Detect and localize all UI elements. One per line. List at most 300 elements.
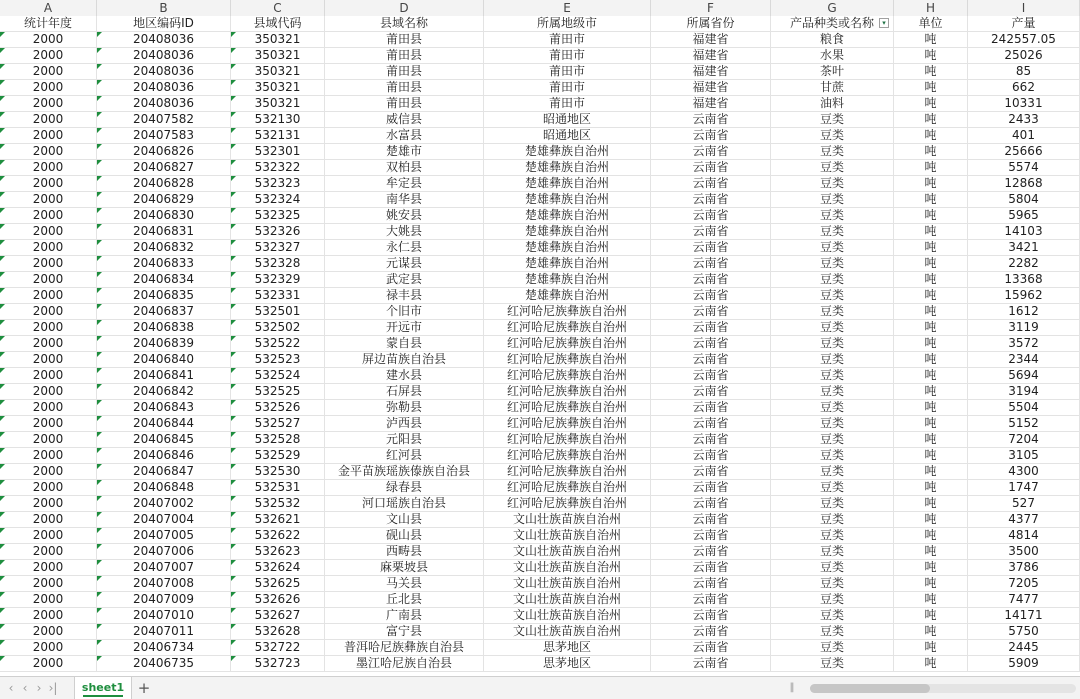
table-cell[interactable]: 2433 xyxy=(968,112,1080,127)
table-cell[interactable]: 吨 xyxy=(894,576,968,591)
table-cell[interactable]: 5804 xyxy=(968,192,1080,207)
table-cell[interactable]: 文山壮族苗族自治州 xyxy=(484,560,651,575)
table-cell[interactable]: 吨 xyxy=(894,128,968,143)
table-cell[interactable]: 2000 xyxy=(0,416,97,431)
table-cell[interactable]: 5694 xyxy=(968,368,1080,383)
table-cell[interactable]: 2000 xyxy=(0,208,97,223)
table-cell[interactable]: 蒙自县 xyxy=(325,336,484,351)
table-cell[interactable]: 532301 xyxy=(231,144,325,159)
table-cell[interactable]: 云南省 xyxy=(651,576,771,591)
table-cell[interactable]: 吨 xyxy=(894,80,968,95)
table-cell[interactable]: 20406829 xyxy=(97,192,231,207)
table-cell[interactable]: 屏边苗族自治县 xyxy=(325,352,484,367)
table-cell[interactable]: 2000 xyxy=(0,112,97,127)
table-cell[interactable]: 云南省 xyxy=(651,192,771,207)
table-cell[interactable]: 豆类 xyxy=(771,640,894,655)
table-cell[interactable]: 豆类 xyxy=(771,416,894,431)
table-cell[interactable]: 元阳县 xyxy=(325,432,484,447)
table-cell[interactable]: 豆类 xyxy=(771,320,894,335)
table-cell[interactable]: 662 xyxy=(968,80,1080,95)
table-cell[interactable]: 红河哈尼族彝族自治州 xyxy=(484,496,651,511)
table-cell[interactable]: 豆类 xyxy=(771,528,894,543)
table-cell[interactable]: 豆类 xyxy=(771,288,894,303)
table-cell[interactable]: 豆类 xyxy=(771,480,894,495)
table-cell[interactable]: 元谋县 xyxy=(325,256,484,271)
table-cell[interactable]: 吨 xyxy=(894,448,968,463)
table-cell[interactable]: 吨 xyxy=(894,112,968,127)
table-cell[interactable]: 西畴县 xyxy=(325,544,484,559)
table-cell[interactable]: 5909 xyxy=(968,656,1080,671)
table-cell[interactable]: 吨 xyxy=(894,464,968,479)
table-cell[interactable]: 2000 xyxy=(0,480,97,495)
table-cell[interactable]: 福建省 xyxy=(651,32,771,47)
table-cell[interactable]: 广南县 xyxy=(325,608,484,623)
table-cell[interactable]: 532130 xyxy=(231,112,325,127)
table-cell[interactable]: 20407007 xyxy=(97,560,231,575)
table-cell[interactable]: 砚山县 xyxy=(325,528,484,543)
table-cell[interactable]: 20407006 xyxy=(97,544,231,559)
table-cell[interactable]: 532723 xyxy=(231,656,325,671)
table-cell[interactable]: 文山壮族苗族自治州 xyxy=(484,624,651,639)
table-cell[interactable]: 吨 xyxy=(894,432,968,447)
nav-next-icon[interactable]: › xyxy=(36,681,42,695)
table-cell[interactable]: 20408036 xyxy=(97,32,231,47)
table-cell[interactable]: 4377 xyxy=(968,512,1080,527)
table-cell[interactable]: 2000 xyxy=(0,48,97,63)
table-cell[interactable]: 莆田市 xyxy=(484,32,651,47)
table-cell[interactable]: 粮食 xyxy=(771,32,894,47)
column-header-e[interactable]: E xyxy=(484,0,651,16)
table-cell[interactable]: 吨 xyxy=(894,656,968,671)
table-cell[interactable]: 云南省 xyxy=(651,560,771,575)
table-cell[interactable]: 豆类 xyxy=(771,592,894,607)
table-cell[interactable]: 吨 xyxy=(894,160,968,175)
header-cell[interactable]: 产品种类或名称 ▾ xyxy=(771,16,894,31)
table-cell[interactable]: 文山壮族苗族自治州 xyxy=(484,576,651,591)
table-cell[interactable]: 云南省 xyxy=(651,464,771,479)
table-cell[interactable]: 14103 xyxy=(968,224,1080,239)
table-cell[interactable]: 1747 xyxy=(968,480,1080,495)
table-cell[interactable]: 豆类 xyxy=(771,272,894,287)
table-cell[interactable]: 麻栗坡县 xyxy=(325,560,484,575)
table-cell[interactable]: 2000 xyxy=(0,400,97,415)
table-cell[interactable]: 建水县 xyxy=(325,368,484,383)
table-cell[interactable]: 532525 xyxy=(231,384,325,399)
table-cell[interactable]: 20407004 xyxy=(97,512,231,527)
table-cell[interactable]: 豆类 xyxy=(771,160,894,175)
table-cell[interactable]: 吨 xyxy=(894,272,968,287)
table-cell[interactable]: 20406842 xyxy=(97,384,231,399)
table-cell[interactable]: 石屏县 xyxy=(325,384,484,399)
table-cell[interactable]: 5750 xyxy=(968,624,1080,639)
table-cell[interactable]: 532502 xyxy=(231,320,325,335)
table-cell[interactable]: 云南省 xyxy=(651,208,771,223)
table-cell[interactable]: 7477 xyxy=(968,592,1080,607)
table-cell[interactable]: 云南省 xyxy=(651,128,771,143)
table-cell[interactable]: 红河哈尼族彝族自治州 xyxy=(484,432,651,447)
table-cell[interactable]: 文山壮族苗族自治州 xyxy=(484,608,651,623)
table-cell[interactable]: 2000 xyxy=(0,656,97,671)
table-cell[interactable]: 河口瑶族自治县 xyxy=(325,496,484,511)
table-cell[interactable]: 云南省 xyxy=(651,240,771,255)
table-cell[interactable]: 532531 xyxy=(231,480,325,495)
table-cell[interactable]: 莆田县 xyxy=(325,48,484,63)
table-cell[interactable]: 云南省 xyxy=(651,448,771,463)
table-cell[interactable]: 吨 xyxy=(894,480,968,495)
table-cell[interactable]: 马关县 xyxy=(325,576,484,591)
horizontal-scrollbar[interactable] xyxy=(810,684,1076,693)
table-cell[interactable]: 吨 xyxy=(894,192,968,207)
table-cell[interactable]: 20407002 xyxy=(97,496,231,511)
table-cell[interactable]: 云南省 xyxy=(651,272,771,287)
table-cell[interactable]: 豆类 xyxy=(771,240,894,255)
table-cell[interactable]: 豆类 xyxy=(771,112,894,127)
table-cell[interactable]: 2000 xyxy=(0,80,97,95)
table-cell[interactable]: 豆类 xyxy=(771,128,894,143)
table-cell[interactable]: 豆类 xyxy=(771,496,894,511)
table-cell[interactable]: 楚雄彝族自治州 xyxy=(484,144,651,159)
table-cell[interactable]: 豆类 xyxy=(771,176,894,191)
table-cell[interactable]: 20406845 xyxy=(97,432,231,447)
table-cell[interactable]: 豆类 xyxy=(771,656,894,671)
table-cell[interactable]: 文山县 xyxy=(325,512,484,527)
table-cell[interactable]: 2000 xyxy=(0,384,97,399)
horizontal-scrollbar-thumb[interactable] xyxy=(810,684,930,693)
table-cell[interactable]: 云南省 xyxy=(651,112,771,127)
table-cell[interactable]: 云南省 xyxy=(651,432,771,447)
header-cell[interactable]: 县域名称 xyxy=(325,16,484,31)
table-cell[interactable]: 20406841 xyxy=(97,368,231,383)
table-cell[interactable]: 楚雄彝族自治州 xyxy=(484,176,651,191)
table-cell[interactable]: 2000 xyxy=(0,272,97,287)
table-cell[interactable]: 吨 xyxy=(894,368,968,383)
header-cell[interactable]: 产量 xyxy=(968,16,1080,31)
table-cell[interactable]: 20406830 xyxy=(97,208,231,223)
table-cell[interactable]: 云南省 xyxy=(651,416,771,431)
nav-prev-icon[interactable]: ‹ xyxy=(22,681,28,695)
table-cell[interactable]: 楚雄市 xyxy=(325,144,484,159)
table-cell[interactable]: 532621 xyxy=(231,512,325,527)
table-cell[interactable]: 红河哈尼族彝族自治州 xyxy=(484,384,651,399)
table-cell[interactable]: 莆田县 xyxy=(325,80,484,95)
table-cell[interactable]: 云南省 xyxy=(651,400,771,415)
table-cell[interactable]: 20406839 xyxy=(97,336,231,351)
table-cell[interactable]: 思茅地区 xyxy=(484,656,651,671)
table-cell[interactable]: 532528 xyxy=(231,432,325,447)
table-cell[interactable]: 吨 xyxy=(894,624,968,639)
table-cell[interactable]: 532524 xyxy=(231,368,325,383)
table-cell[interactable]: 401 xyxy=(968,128,1080,143)
table-cell[interactable]: 20406843 xyxy=(97,400,231,415)
table-cell[interactable]: 红河哈尼族彝族自治州 xyxy=(484,336,651,351)
table-cell[interactable]: 泸西县 xyxy=(325,416,484,431)
table-cell[interactable]: 2000 xyxy=(0,96,97,111)
table-cell[interactable]: 豆类 xyxy=(771,400,894,415)
table-cell[interactable]: 水富县 xyxy=(325,128,484,143)
table-cell[interactable]: 532329 xyxy=(231,272,325,287)
table-cell[interactable]: 2000 xyxy=(0,192,97,207)
table-cell[interactable]: 吨 xyxy=(894,208,968,223)
table-cell[interactable]: 红河哈尼族彝族自治州 xyxy=(484,304,651,319)
table-cell[interactable]: 5574 xyxy=(968,160,1080,175)
table-cell[interactable]: 20406846 xyxy=(97,448,231,463)
table-cell[interactable]: 豆类 xyxy=(771,208,894,223)
table-cell[interactable]: 豆类 xyxy=(771,352,894,367)
table-cell[interactable]: 20407010 xyxy=(97,608,231,623)
table-cell[interactable]: 15962 xyxy=(968,288,1080,303)
table-cell[interactable]: 14171 xyxy=(968,608,1080,623)
table-cell[interactable]: 豆类 xyxy=(771,432,894,447)
table-cell[interactable]: 532527 xyxy=(231,416,325,431)
table-cell[interactable]: 532328 xyxy=(231,256,325,271)
header-cell[interactable]: 所属地级市 xyxy=(484,16,651,31)
table-cell[interactable]: 金平苗族瑶族傣族自治县 xyxy=(325,464,484,479)
table-cell[interactable]: 楚雄彝族自治州 xyxy=(484,160,651,175)
table-cell[interactable]: 福建省 xyxy=(651,48,771,63)
header-cell[interactable]: 所属省份 xyxy=(651,16,771,31)
table-cell[interactable]: 2000 xyxy=(0,64,97,79)
table-cell[interactable]: 350321 xyxy=(231,96,325,111)
table-cell[interactable]: 532501 xyxy=(231,304,325,319)
table-cell[interactable]: 甘蔗 xyxy=(771,80,894,95)
table-cell[interactable]: 3786 xyxy=(968,560,1080,575)
table-cell[interactable]: 丘北县 xyxy=(325,592,484,607)
table-cell[interactable]: 2000 xyxy=(0,592,97,607)
table-cell[interactable]: 吨 xyxy=(894,528,968,543)
table-cell[interactable]: 茶叶 xyxy=(771,64,894,79)
table-cell[interactable]: 红河哈尼族彝族自治州 xyxy=(484,352,651,367)
table-cell[interactable]: 吨 xyxy=(894,544,968,559)
table-cell[interactable]: 云南省 xyxy=(651,640,771,655)
header-cell[interactable]: 单位 xyxy=(894,16,968,31)
table-cell[interactable]: 吨 xyxy=(894,400,968,415)
table-cell[interactable]: 云南省 xyxy=(651,480,771,495)
table-cell[interactable]: 532530 xyxy=(231,464,325,479)
table-cell[interactable]: 大姚县 xyxy=(325,224,484,239)
table-cell[interactable]: 云南省 xyxy=(651,656,771,671)
table-cell[interactable]: 云南省 xyxy=(651,368,771,383)
table-cell[interactable]: 2000 xyxy=(0,304,97,319)
table-cell[interactable]: 墨江哈尼族自治县 xyxy=(325,656,484,671)
nav-last-icon[interactable]: ›| xyxy=(48,681,58,695)
table-cell[interactable]: 532628 xyxy=(231,624,325,639)
table-cell[interactable]: 3194 xyxy=(968,384,1080,399)
table-cell[interactable]: 10331 xyxy=(968,96,1080,111)
add-sheet-button[interactable]: + xyxy=(137,679,151,697)
table-cell[interactable]: 姚安县 xyxy=(325,208,484,223)
table-cell[interactable]: 7204 xyxy=(968,432,1080,447)
column-header-b[interactable]: B xyxy=(97,0,231,16)
table-cell[interactable]: 红河哈尼族彝族自治州 xyxy=(484,320,651,335)
table-cell[interactable]: 2000 xyxy=(0,496,97,511)
table-cell[interactable]: 红河哈尼族彝族自治州 xyxy=(484,416,651,431)
table-cell[interactable]: 莆田县 xyxy=(325,32,484,47)
table-cell[interactable]: 5152 xyxy=(968,416,1080,431)
table-cell[interactable]: 个旧市 xyxy=(325,304,484,319)
nav-first-icon[interactable]: ‹ xyxy=(8,681,14,695)
table-cell[interactable]: 2000 xyxy=(0,256,97,271)
header-cell[interactable]: 县域代码 xyxy=(231,16,325,31)
table-cell[interactable]: 莆田市 xyxy=(484,80,651,95)
table-cell[interactable]: 豆类 xyxy=(771,256,894,271)
column-header-a[interactable]: A xyxy=(0,0,97,16)
table-cell[interactable]: 楚雄彝族自治州 xyxy=(484,208,651,223)
table-cell[interactable]: 豆类 xyxy=(771,544,894,559)
table-cell[interactable]: 吨 xyxy=(894,336,968,351)
table-cell[interactable]: 532529 xyxy=(231,448,325,463)
table-cell[interactable]: 豆类 xyxy=(771,368,894,383)
table-cell[interactable]: 242557.05 xyxy=(968,32,1080,47)
table-cell[interactable]: 532523 xyxy=(231,352,325,367)
tab-sheet1[interactable]: sheet1 xyxy=(74,677,132,699)
table-cell[interactable]: 豆类 xyxy=(771,560,894,575)
table-cell[interactable]: 3421 xyxy=(968,240,1080,255)
table-cell[interactable]: 532722 xyxy=(231,640,325,655)
column-header-g[interactable]: G xyxy=(771,0,894,16)
table-cell[interactable]: 20406834 xyxy=(97,272,231,287)
table-cell[interactable]: 20406838 xyxy=(97,320,231,335)
table-cell[interactable]: 红河县 xyxy=(325,448,484,463)
table-cell[interactable]: 20407583 xyxy=(97,128,231,143)
table-cell[interactable]: 20406844 xyxy=(97,416,231,431)
table-cell[interactable]: 20408036 xyxy=(97,64,231,79)
table-cell[interactable]: 20406848 xyxy=(97,480,231,495)
table-cell[interactable]: 2000 xyxy=(0,32,97,47)
table-cell[interactable]: 2000 xyxy=(0,464,97,479)
table-cell[interactable]: 莆田市 xyxy=(484,48,651,63)
table-cell[interactable]: 豆类 xyxy=(771,192,894,207)
table-cell[interactable]: 云南省 xyxy=(651,224,771,239)
table-cell[interactable]: 20406847 xyxy=(97,464,231,479)
table-cell[interactable]: 2000 xyxy=(0,176,97,191)
table-cell[interactable]: 文山壮族苗族自治州 xyxy=(484,544,651,559)
table-cell[interactable]: 2000 xyxy=(0,240,97,255)
table-cell[interactable]: 532327 xyxy=(231,240,325,255)
table-cell[interactable]: 20406828 xyxy=(97,176,231,191)
table-cell[interactable]: 1612 xyxy=(968,304,1080,319)
table-cell[interactable]: 12868 xyxy=(968,176,1080,191)
table-cell[interactable]: 吨 xyxy=(894,384,968,399)
table-cell[interactable]: 吨 xyxy=(894,32,968,47)
table-cell[interactable]: 532623 xyxy=(231,544,325,559)
table-cell[interactable]: 532627 xyxy=(231,608,325,623)
table-cell[interactable]: 云南省 xyxy=(651,384,771,399)
table-cell[interactable]: 豆类 xyxy=(771,464,894,479)
table-cell[interactable]: 云南省 xyxy=(651,144,771,159)
table-cell[interactable]: 532322 xyxy=(231,160,325,175)
table-cell[interactable]: 532323 xyxy=(231,176,325,191)
table-cell[interactable]: 云南省 xyxy=(651,624,771,639)
table-cell[interactable]: 20406835 xyxy=(97,288,231,303)
table-cell[interactable]: 弥勒县 xyxy=(325,400,484,415)
split-handle-icon[interactable]: ‖ xyxy=(789,682,795,693)
table-cell[interactable]: 532526 xyxy=(231,400,325,415)
table-cell[interactable]: 楚雄彝族自治州 xyxy=(484,288,651,303)
table-cell[interactable]: 20408036 xyxy=(97,96,231,111)
table-cell[interactable]: 吨 xyxy=(894,48,968,63)
table-cell[interactable]: 红河哈尼族彝族自治州 xyxy=(484,368,651,383)
table-cell[interactable]: 527 xyxy=(968,496,1080,511)
table-cell[interactable]: 2000 xyxy=(0,288,97,303)
table-cell[interactable]: 豆类 xyxy=(771,304,894,319)
table-cell[interactable]: 楚雄彝族自治州 xyxy=(484,256,651,271)
table-cell[interactable]: 绿春县 xyxy=(325,480,484,495)
table-cell[interactable]: 云南省 xyxy=(651,256,771,271)
table-cell[interactable]: 3119 xyxy=(968,320,1080,335)
table-cell[interactable]: 20406832 xyxy=(97,240,231,255)
table-cell[interactable]: 豆类 xyxy=(771,512,894,527)
table-cell[interactable]: 2000 xyxy=(0,544,97,559)
table-cell[interactable]: 20406831 xyxy=(97,224,231,239)
table-cell[interactable]: 豆类 xyxy=(771,144,894,159)
table-cell[interactable]: 豆类 xyxy=(771,576,894,591)
table-cell[interactable]: 20407011 xyxy=(97,624,231,639)
table-cell[interactable]: 吨 xyxy=(894,416,968,431)
table-cell[interactable]: 思茅地区 xyxy=(484,640,651,655)
table-cell[interactable]: 吨 xyxy=(894,224,968,239)
table-cell[interactable]: 云南省 xyxy=(651,176,771,191)
table-cell[interactable]: 开远市 xyxy=(325,320,484,335)
table-cell[interactable]: 南华县 xyxy=(325,192,484,207)
table-cell[interactable]: 云南省 xyxy=(651,512,771,527)
table-cell[interactable]: 13368 xyxy=(968,272,1080,287)
table-cell[interactable]: 双柏县 xyxy=(325,160,484,175)
table-cell[interactable]: 532522 xyxy=(231,336,325,351)
table-cell[interactable]: 昭通地区 xyxy=(484,112,651,127)
table-cell[interactable]: 吨 xyxy=(894,640,968,655)
table-cell[interactable]: 5504 xyxy=(968,400,1080,415)
table-cell[interactable]: 云南省 xyxy=(651,320,771,335)
table-cell[interactable]: 吨 xyxy=(894,288,968,303)
table-cell[interactable]: 2000 xyxy=(0,128,97,143)
table-cell[interactable]: 楚雄彝族自治州 xyxy=(484,240,651,255)
table-cell[interactable]: 532325 xyxy=(231,208,325,223)
table-cell[interactable]: 云南省 xyxy=(651,160,771,175)
table-cell[interactable]: 2282 xyxy=(968,256,1080,271)
table-cell[interactable]: 豆类 xyxy=(771,608,894,623)
table-cell[interactable]: 2000 xyxy=(0,608,97,623)
table-cell[interactable]: 油料 xyxy=(771,96,894,111)
table-cell[interactable]: 红河哈尼族彝族自治州 xyxy=(484,464,651,479)
table-cell[interactable]: 吨 xyxy=(894,496,968,511)
table-cell[interactable]: 云南省 xyxy=(651,336,771,351)
table-cell[interactable]: 牟定县 xyxy=(325,176,484,191)
table-cell[interactable]: 350321 xyxy=(231,48,325,63)
table-cell[interactable]: 2000 xyxy=(0,224,97,239)
column-header-h[interactable]: H xyxy=(894,0,968,16)
table-cell[interactable]: 楚雄彝族自治州 xyxy=(484,272,651,287)
table-cell[interactable]: 20406735 xyxy=(97,656,231,671)
table-cell[interactable]: 2000 xyxy=(0,352,97,367)
table-cell[interactable]: 2000 xyxy=(0,528,97,543)
table-cell[interactable]: 2000 xyxy=(0,512,97,527)
table-cell[interactable]: 水果 xyxy=(771,48,894,63)
table-cell[interactable]: 吨 xyxy=(894,608,968,623)
header-cell[interactable]: 统计年度 xyxy=(0,16,97,31)
column-header-f[interactable]: F xyxy=(651,0,771,16)
table-cell[interactable]: 3500 xyxy=(968,544,1080,559)
table-cell[interactable]: 2445 xyxy=(968,640,1080,655)
table-cell[interactable]: 532326 xyxy=(231,224,325,239)
table-cell[interactable]: 莆田县 xyxy=(325,96,484,111)
table-cell[interactable]: 2000 xyxy=(0,640,97,655)
table-cell[interactable]: 532324 xyxy=(231,192,325,207)
table-cell[interactable]: 豆类 xyxy=(771,448,894,463)
table-cell[interactable]: 20406827 xyxy=(97,160,231,175)
table-cell[interactable]: 350321 xyxy=(231,32,325,47)
table-cell[interactable]: 85 xyxy=(968,64,1080,79)
table-cell[interactable]: 吨 xyxy=(894,176,968,191)
